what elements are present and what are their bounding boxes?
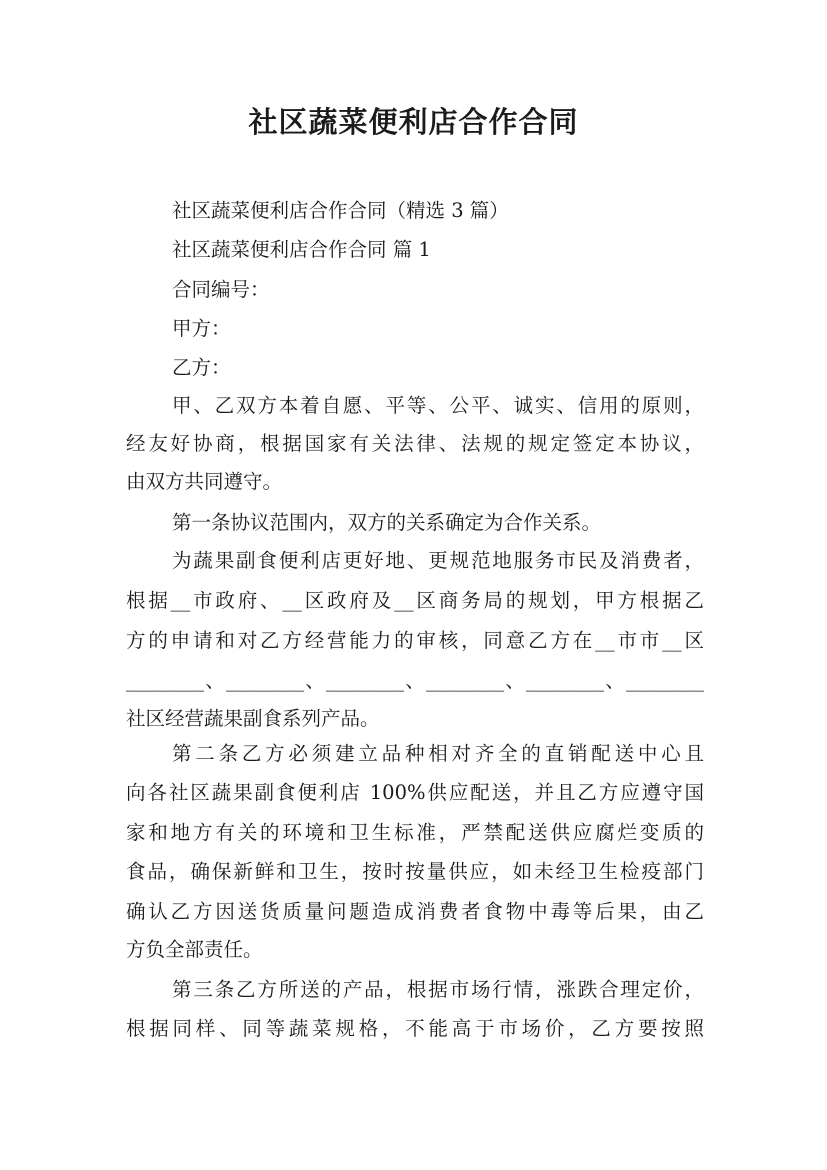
paragraph-line: 甲、乙双方本着自愿、平等、公平、诚实、信用的原则， (172, 394, 704, 417)
paragraph-line: 社区经营蔬果副食系列产品。 (126, 707, 380, 730)
contract-number-label: 合同编号： (172, 278, 270, 301)
paragraph-line: 由双方共同遵守。 (126, 470, 283, 493)
paragraph-line: 第一条协议范围内，双方的关系确定为合作关系。 (172, 511, 602, 534)
paragraph-line: 根据__市政府、__区政府及__区商务局的规划，甲方根据乙 (126, 589, 704, 612)
paragraph-line: 向各社区蔬果副食便利店 100%供应配送，并且乙方应遵守国 (126, 781, 704, 804)
paragraph-line: ________、________、________、________、________、________ (126, 669, 704, 692)
paragraph-line: 第二条乙方必须建立品种相对齐全的直销配送中心且 (172, 742, 704, 765)
paragraph-line: 第三条乙方所送的产品，根据市场行情，涨跌合理定价， (172, 978, 704, 1001)
paragraph-line: 根据同样、同等蔬菜规格，不能高于市场价，乙方要按照 (126, 1017, 704, 1040)
party-a-label: 甲方： (172, 317, 231, 340)
section-heading: 社区蔬菜便利店合作合同 篇 1 (172, 238, 431, 261)
paragraph-line: 确认乙方因送货质量问题造成消费者食物中毒等后果，由乙 (126, 900, 704, 923)
paragraph-line: 家和地方有关的环境和卫生标准，严禁配送供应腐烂变质的 (126, 821, 704, 844)
party-b-label: 乙方： (172, 356, 231, 379)
paragraph-line: 食品，确保新鲜和卫生，按时按量供应，如未经卫生检疫部门 (126, 860, 704, 883)
paragraph-line: 方负全部责任。 (126, 938, 263, 961)
paragraph-line: 经友好协商，根据国家有关法律、法规的规定签定本协议， (126, 432, 704, 455)
subtitle-line: 社区蔬菜便利店合作合同（精选 3 篇） (172, 199, 509, 222)
document-title: 社区蔬菜便利店合作合同 (248, 105, 579, 139)
paragraph-line: 方的申请和对乙方经营能力的审核，同意乙方在__市市__区 (126, 629, 704, 652)
paragraph-line: 为蔬果副食便利店更好地、更规范地服务市民及消费者， (172, 549, 704, 572)
